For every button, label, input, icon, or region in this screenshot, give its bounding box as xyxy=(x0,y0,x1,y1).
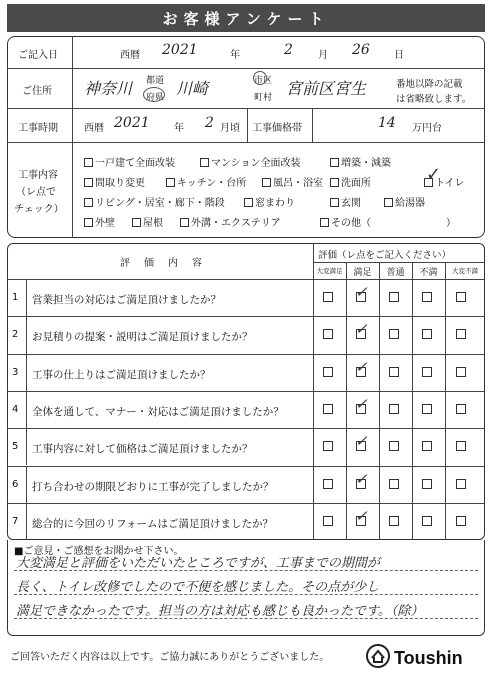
question-text: 工事内容に対して価格はご満足頂けましたか？ xyxy=(32,443,253,456)
rating-checkbox[interactable] xyxy=(389,516,399,526)
rating-check-mark: ✓ xyxy=(355,320,368,339)
work-option-bath[interactable]: 風呂・浴室 xyxy=(262,174,323,189)
question-number: 7 xyxy=(12,515,19,527)
comment-line-1[interactable]: 大変満足と評価をいただいたところですが、工事までの期間が xyxy=(16,556,380,571)
address-note-2: は省略致します。 xyxy=(396,94,472,105)
question-number: 4 xyxy=(12,403,19,415)
rating-checkbox[interactable] xyxy=(323,404,333,414)
period-month-value[interactable]: 2 xyxy=(205,115,214,131)
footer-text: ご回答いただく内容は以上です。ご協力誠にありがとうございました。 xyxy=(10,652,330,663)
question-text: 総合的に今回のリフォームはご満足頂けましたか？ xyxy=(32,517,273,530)
rating-checkbox[interactable] xyxy=(422,479,432,489)
date-month-unit: 月 xyxy=(318,50,328,61)
logo-icon xyxy=(366,644,390,668)
rating-checkbox[interactable] xyxy=(456,516,466,526)
work-option-whole-house[interactable]: 一戸建て全面改装 xyxy=(84,154,175,169)
work-option-living[interactable]: リビング・居室・廊下・階段 xyxy=(84,194,225,209)
rating-checkbox[interactable] xyxy=(389,441,399,451)
rating-checkbox[interactable] xyxy=(323,367,333,377)
work-option-exterior[interactable]: 外溝・エクステリア xyxy=(180,214,281,229)
period-era: 西暦 xyxy=(84,123,104,134)
prefecture-unit-bottom: 府県 xyxy=(146,93,165,103)
rating-checkbox[interactable] xyxy=(389,404,399,414)
work-option-extension[interactable]: 増築・減築 xyxy=(330,154,391,169)
date-era: 西暦 xyxy=(120,50,140,61)
survey-title: お客様アンケート xyxy=(7,4,485,32)
rating-checkbox[interactable] xyxy=(456,292,466,302)
address-note-1: 番地以降の記載 xyxy=(396,79,463,90)
date-year-unit: 年 xyxy=(230,50,240,61)
eval-header-content: 評 価 内 容 xyxy=(120,258,204,269)
question-number: 5 xyxy=(12,441,19,453)
price-value[interactable]: 14 xyxy=(378,115,396,131)
work-option-kitchen[interactable]: キッチン・台所 xyxy=(166,174,246,189)
price-label: 工事価格帯 xyxy=(252,123,302,134)
work-label-3: チェック） xyxy=(14,204,64,215)
rating-checkbox[interactable] xyxy=(456,479,466,489)
work-option-roof[interactable]: 屋根 xyxy=(132,214,163,229)
rating-check-mark: ✓ xyxy=(355,432,368,451)
date-day-unit: 日 xyxy=(394,50,404,61)
work-label-1: 工事内容 xyxy=(18,170,58,181)
work-option-washroom[interactable]: 洗面所 xyxy=(330,174,371,189)
question-text: 営業担当の対応はご満足頂けましたか？ xyxy=(32,294,221,306)
address-city-value[interactable]: 川崎 xyxy=(176,79,209,98)
address-prefecture-value[interactable]: 神奈川 xyxy=(84,79,133,98)
address-label: ご住所 xyxy=(22,86,52,97)
comments-label: ■ご意見・ご感想をお聞かせ下さい。 xyxy=(14,546,184,557)
rating-checkbox[interactable] xyxy=(456,367,466,377)
work-option-layout[interactable]: 間取り変更 xyxy=(84,174,145,189)
col-very-dissatisfied: 大変不満 xyxy=(452,267,478,275)
rating-checkbox[interactable] xyxy=(323,292,333,302)
toilet-check-mark: ✓ xyxy=(426,164,442,185)
eval-header-rating: 評価（レ点をご記入ください） xyxy=(318,250,452,261)
question-text: 全体を通して、マナー・対応はご満足頂けましたか？ xyxy=(32,405,284,418)
period-month-unit: 月頃 xyxy=(220,123,240,134)
date-month-value[interactable]: 2 xyxy=(284,42,293,58)
period-year-unit: 年 xyxy=(174,123,184,134)
city-unit-bottom: 町村 xyxy=(254,93,273,103)
rating-checkbox[interactable] xyxy=(422,292,432,302)
rating-check-mark: ✓ xyxy=(355,357,368,376)
prefecture-unit-top: 都道 xyxy=(146,76,165,86)
rating-check-mark: ✓ xyxy=(355,283,368,301)
date-year-value[interactable]: 2021 xyxy=(162,42,198,58)
work-option-exterior-wall[interactable]: 外壁 xyxy=(84,214,115,229)
question-number: 1 xyxy=(12,292,19,303)
work-option-other[interactable]: その他（ xyxy=(320,214,371,229)
col-very-satisfied: 大変満足 xyxy=(316,267,343,275)
date-label: ご記入日 xyxy=(18,50,58,61)
rating-checkbox[interactable] xyxy=(422,441,432,451)
price-unit: 万円台 xyxy=(412,123,442,134)
question-text: 打ち合わせの期限どおりに工事が完了しましたか？ xyxy=(32,480,274,493)
prefecture-circle xyxy=(143,87,165,102)
rating-check-mark: ✓ xyxy=(355,469,368,488)
rating-checkbox[interactable] xyxy=(323,441,333,451)
rating-checkbox[interactable] xyxy=(323,479,333,489)
rating-checkbox[interactable] xyxy=(389,367,399,377)
work-option-water-heater[interactable]: 給湯器 xyxy=(384,194,425,209)
col-satisfied: 満足 xyxy=(353,268,372,278)
rating-check-mark: ✓ xyxy=(355,394,368,413)
work-option-other-close: ） xyxy=(446,218,456,229)
rating-check-mark: ✓ xyxy=(355,506,368,525)
work-option-mansion[interactable]: マンション全面改装 xyxy=(200,154,301,169)
address-town-value[interactable]: 宮前区宮生 xyxy=(286,79,367,98)
date-day-value[interactable]: 26 xyxy=(352,42,370,58)
rating-checkbox[interactable] xyxy=(422,367,432,377)
rating-checkbox[interactable] xyxy=(422,404,432,414)
period-label: 工事時期 xyxy=(18,123,58,134)
question-number: 2 xyxy=(12,329,19,341)
rating-checkbox[interactable] xyxy=(389,479,399,489)
city-unit-top: 市区 xyxy=(254,76,273,86)
work-option-entrance[interactable]: 玄関 xyxy=(330,194,361,209)
col-dissatisfied: 不満 xyxy=(419,268,438,278)
company-logo: Toushin xyxy=(394,648,463,668)
work-option-toilet[interactable]: トイレ xyxy=(424,174,465,189)
question-number: 6 xyxy=(12,478,19,490)
rating-checkbox[interactable] xyxy=(456,441,466,451)
period-year-value[interactable]: 2021 xyxy=(114,115,150,131)
work-label-2: （レ点で xyxy=(16,187,56,198)
question-number: 3 xyxy=(12,366,19,378)
comment-line-3[interactable]: 満足できなかったです。担当の方は対応も感じも良かったです。（除） xyxy=(16,604,424,619)
rating-checkbox[interactable] xyxy=(456,329,466,339)
city-circle xyxy=(253,71,267,85)
col-normal: 普通 xyxy=(386,268,405,278)
rating-checkbox[interactable] xyxy=(389,292,399,302)
rating-checkbox[interactable] xyxy=(422,329,432,339)
rating-checkbox[interactable] xyxy=(456,404,466,414)
question-text: 工事の仕上りはご満足頂けましたか？ xyxy=(32,368,211,381)
rating-checkbox[interactable] xyxy=(323,329,333,339)
rating-checkbox[interactable] xyxy=(389,329,399,339)
rating-checkbox[interactable] xyxy=(422,516,432,526)
comment-line-2[interactable]: 長く、トイレ改修でしたので不便を感じました。その点が少し xyxy=(16,580,380,595)
work-option-window[interactable]: 窓まわり xyxy=(244,194,295,209)
rating-checkbox[interactable] xyxy=(323,516,333,526)
question-text: お見積りの提案・説明はご満足頂けましたか？ xyxy=(32,331,253,344)
